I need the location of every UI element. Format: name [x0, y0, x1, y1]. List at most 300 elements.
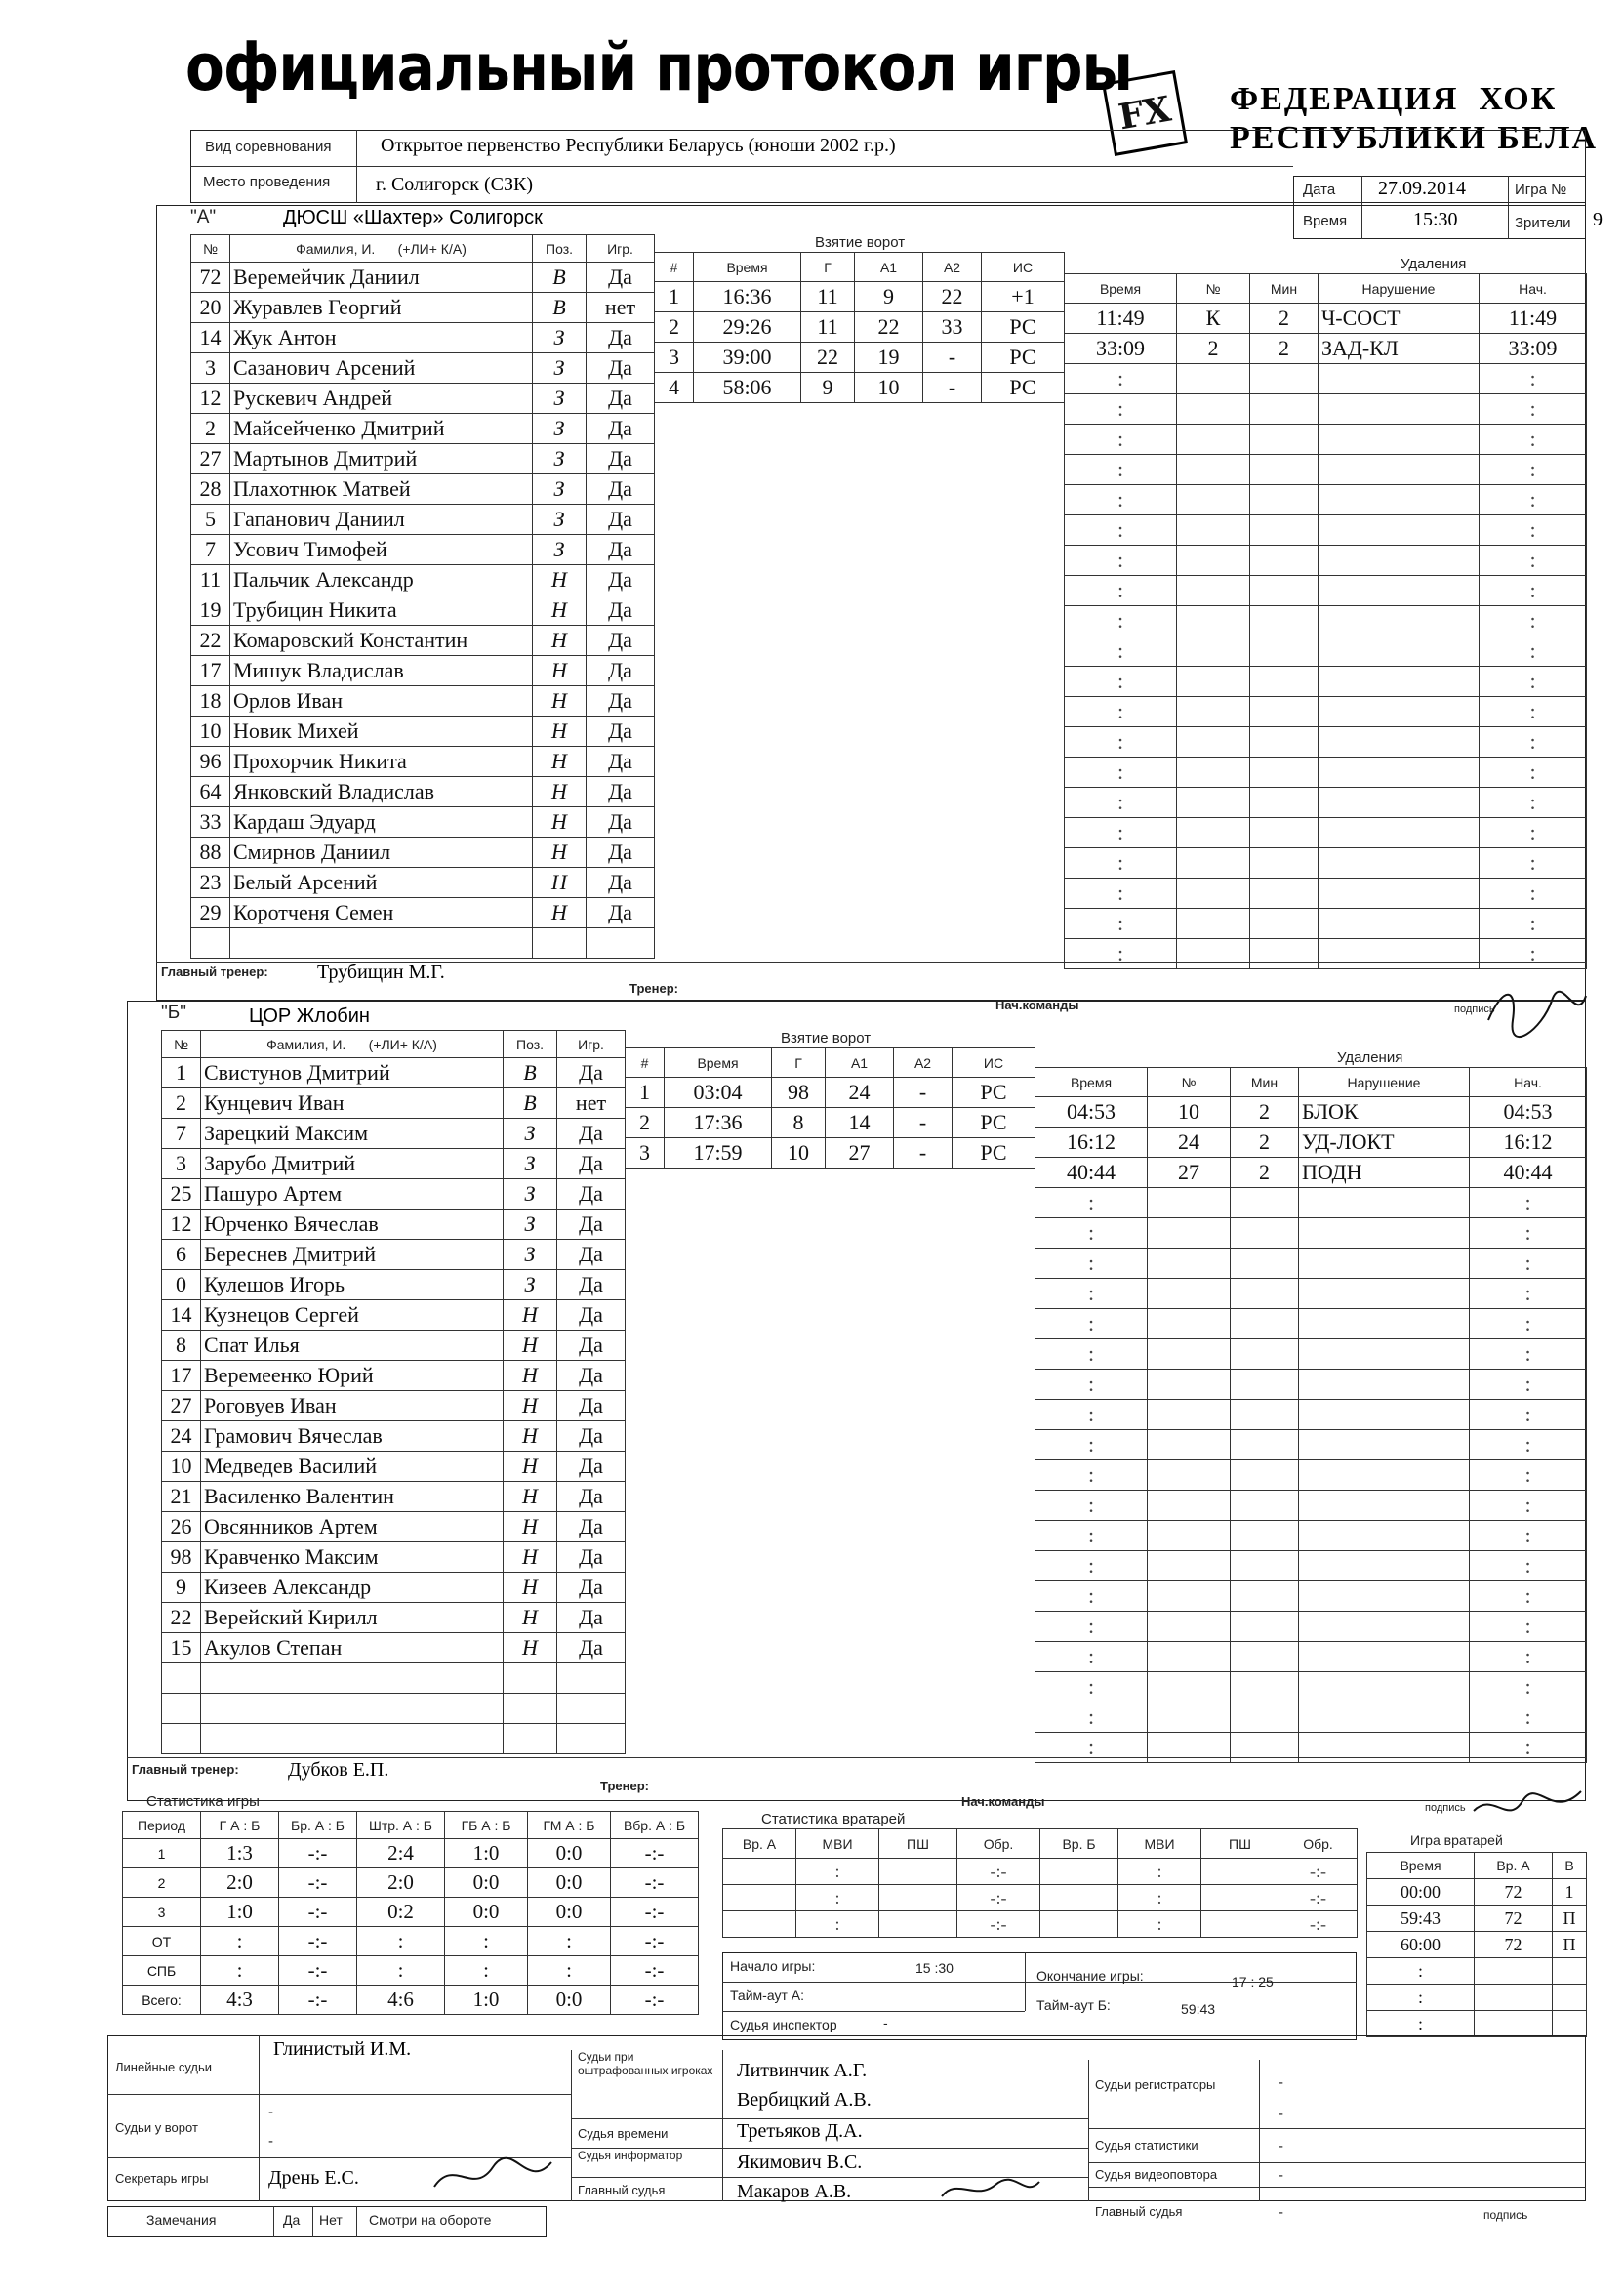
penalty-violation — [1299, 1188, 1470, 1218]
penalty-minutes — [1250, 425, 1319, 455]
player-position — [504, 1694, 557, 1724]
goalie-game-header: В — [1553, 1853, 1587, 1879]
secretary-label: Секретарь игры — [115, 2171, 209, 2186]
penalty-start: : — [1470, 1309, 1587, 1339]
roster-row — [162, 1452, 626, 1482]
player-name — [201, 1663, 504, 1694]
roster-row — [162, 1119, 626, 1149]
player-name: Акулов Степан — [201, 1633, 504, 1663]
goalie-stats-cell: : — [1118, 1911, 1201, 1938]
goal-assist-2: - — [894, 1108, 953, 1138]
penalty-minutes — [1250, 455, 1319, 485]
goalie-game-value — [1553, 1985, 1587, 2011]
penalty-minutes — [1250, 485, 1319, 515]
player-number: 6 — [162, 1240, 201, 1270]
penalty-minutes — [1231, 1491, 1299, 1521]
goalie-stats-cell — [1040, 1885, 1118, 1911]
goalie-stats-header: ПШ — [1201, 1829, 1279, 1859]
player-number: 19 — [191, 595, 230, 626]
goalie-stats-cell: : — [796, 1911, 879, 1938]
penalty-violation — [1319, 364, 1480, 394]
roster-row — [191, 535, 655, 565]
penalty-time: 40:44 — [1035, 1158, 1148, 1188]
penalty-start: : — [1480, 515, 1587, 546]
goal-time: 29:26 — [694, 312, 801, 343]
remarks-no[interactable]: Нет — [319, 2212, 343, 2228]
game-stats-value: 4:3 — [201, 1986, 279, 2015]
penalty-row — [1035, 1097, 1587, 1128]
penalty-start: 33:09 — [1480, 334, 1587, 364]
remarks-yes[interactable]: Да — [283, 2212, 301, 2228]
player-number: 14 — [162, 1300, 201, 1331]
competition-label: Вид соревнования — [205, 139, 332, 155]
game-stats-header: Период — [123, 1812, 201, 1839]
player-position: Н — [533, 626, 587, 656]
team-a-goals — [654, 252, 1065, 403]
stats-judge-label: Судья статистики — [1095, 2138, 1198, 2152]
goalie-stats-cell — [1201, 1859, 1279, 1885]
penalty-minutes — [1250, 667, 1319, 697]
player-name: Мишук Владислав — [230, 656, 533, 686]
goalie-stats-header: Обр. — [1279, 1829, 1358, 1859]
game-stats-value: 0:0 — [528, 1898, 611, 1927]
penalty-violation — [1299, 1460, 1470, 1491]
game-start-label: Начало игры: — [730, 1958, 816, 1974]
penalty-time: : — [1035, 1249, 1148, 1279]
roster-row — [191, 868, 655, 898]
roster-li-label: (+ЛИ+ К/А) — [397, 240, 467, 257]
player-position: Н — [533, 686, 587, 717]
goal-judges-label: Судьи у ворот — [115, 2120, 198, 2135]
goal-situation: РС — [982, 343, 1065, 373]
player-position: З — [504, 1210, 557, 1240]
player-position: Н — [504, 1391, 557, 1421]
player-played: Да — [587, 838, 655, 868]
player-number: 0 — [162, 1270, 201, 1300]
player-name: Майсейченко Дмитрий — [230, 414, 533, 444]
player-number: 9 — [162, 1573, 201, 1603]
goalie-game-value: 59:43 — [1367, 1906, 1475, 1932]
penalty-violation: ПОДН — [1299, 1158, 1470, 1188]
penalty-time: : — [1065, 667, 1177, 697]
game-stats-value: -:- — [279, 1986, 357, 2015]
goal-assist-2: - — [923, 373, 982, 403]
goalie-stats-cell — [723, 1885, 796, 1911]
penalty-row — [1035, 1188, 1587, 1218]
player-position — [504, 1663, 557, 1694]
penalty-row — [1065, 939, 1587, 969]
goal-a1-header: А1 — [826, 1048, 894, 1078]
goalie-stats-cell: : — [796, 1859, 879, 1885]
penalty-start: : — [1480, 818, 1587, 848]
team-b-signature — [1469, 1782, 1586, 1835]
penalty-time: : — [1065, 394, 1177, 425]
player-number: 17 — [191, 656, 230, 686]
penalty-violation — [1319, 818, 1480, 848]
game-stats-period: СПБ — [123, 1956, 201, 1986]
player-number: 27 — [162, 1391, 201, 1421]
goal-index: 1 — [655, 282, 694, 312]
player-played: Да — [557, 1270, 626, 1300]
goalie-stats-header: Обр. — [957, 1829, 1040, 1859]
penalty-minutes — [1231, 1249, 1299, 1279]
player-number: 27 — [191, 444, 230, 474]
player-name — [201, 1724, 504, 1754]
penalty-player — [1177, 394, 1250, 425]
player-position: Н — [533, 747, 587, 777]
player-played: Да — [587, 323, 655, 353]
penalty-row — [1065, 697, 1587, 727]
player-played: Да — [587, 626, 655, 656]
game-stats-header: Штр. А : Б — [357, 1812, 445, 1839]
inspector-value: - — [883, 2015, 888, 2030]
roster-row — [191, 747, 655, 777]
roster-num-header: № — [162, 1031, 201, 1058]
penalty-player: 27 — [1148, 1158, 1231, 1188]
player-name: Кравченко Максим — [201, 1542, 504, 1573]
pen-num-header: № — [1148, 1068, 1231, 1097]
game-stats-period: ОТ — [123, 1927, 201, 1956]
player-number: 1 — [162, 1058, 201, 1088]
penalty-violation: Ч-СОСТ — [1319, 304, 1480, 334]
penalty-violation — [1299, 1642, 1470, 1672]
penalty-start: : — [1470, 1279, 1587, 1309]
player-number: 28 — [191, 474, 230, 505]
player-name: Сазанович Арсений — [230, 353, 533, 384]
penalty-row — [1065, 394, 1587, 425]
player-played: Да — [557, 1210, 626, 1240]
penalty-minutes — [1231, 1702, 1299, 1733]
player-number: 7 — [162, 1119, 201, 1149]
penalty-time: : — [1035, 1642, 1148, 1672]
roster-row — [191, 444, 655, 474]
player-number: 18 — [191, 686, 230, 717]
game-stats-value: -:- — [279, 1898, 357, 1927]
penalty-violation — [1299, 1400, 1470, 1430]
goalie-stats-table — [722, 1828, 1358, 1938]
penalty-violation — [1319, 606, 1480, 636]
player-played: Да — [557, 1300, 626, 1331]
chief-signature-label: подпись — [1483, 2208, 1528, 2222]
penalty-row — [1035, 1339, 1587, 1370]
game-stats-value: 0:0 — [528, 1868, 611, 1898]
penalty-time: : — [1065, 455, 1177, 485]
player-played: нет — [557, 1088, 626, 1119]
game-stats-value: 4:6 — [357, 1986, 445, 2015]
team-b-signature-label: подпись — [1425, 1802, 1466, 1814]
penalty-minutes — [1231, 1581, 1299, 1612]
game-stats-value: -:- — [611, 1868, 699, 1898]
goal-idx-header: # — [655, 253, 694, 282]
penalty-violation — [1319, 788, 1480, 818]
penalty-row — [1065, 818, 1587, 848]
player-number: 10 — [162, 1452, 201, 1482]
goalie-game-header: Время — [1367, 1853, 1475, 1879]
penalty-player: К — [1177, 304, 1250, 334]
player-position — [533, 928, 587, 959]
player-name — [201, 1694, 504, 1724]
penalty-player — [1148, 1702, 1231, 1733]
goal-assist-2: - — [894, 1078, 953, 1108]
player-name: Орлов Иван — [230, 686, 533, 717]
roster-name-label: Фамилия, И. — [266, 1036, 346, 1052]
penalty-player — [1148, 1249, 1231, 1279]
game-stats-value: -:- — [279, 1927, 357, 1956]
player-name: Трубицин Никита — [230, 595, 533, 626]
game-stats-value: : — [201, 1956, 279, 1986]
penalty-time: 11:49 — [1065, 304, 1177, 334]
pen-min-header: Мин — [1250, 274, 1319, 304]
goalie-game-value: 72 — [1475, 1932, 1553, 1958]
penalty-violation — [1299, 1430, 1470, 1460]
roster-row — [162, 1088, 626, 1119]
player-name: Кузнецов Сергей — [201, 1300, 504, 1331]
player-name: Кулешов Игорь — [201, 1270, 504, 1300]
penalty-row — [1065, 909, 1587, 939]
penalty-start: : — [1470, 1612, 1587, 1642]
roster-row — [191, 595, 655, 626]
penalty-violation — [1299, 1279, 1470, 1309]
penalty-row — [1065, 576, 1587, 606]
penalty-start: : — [1470, 1188, 1587, 1218]
goalie-stats-cell: : — [796, 1885, 879, 1911]
roster-pos-header: Поз. — [504, 1031, 557, 1058]
penalty-start: : — [1480, 879, 1587, 909]
roster-row — [162, 1694, 626, 1724]
game-stats-value: : — [528, 1927, 611, 1956]
penalty-time: : — [1035, 1370, 1148, 1400]
roster-row — [191, 263, 655, 293]
player-number — [162, 1663, 201, 1694]
penalty-violation — [1319, 576, 1480, 606]
player-position: З — [504, 1119, 557, 1149]
goal-judge-1: - — [268, 2104, 273, 2120]
roster-row — [162, 1300, 626, 1331]
penalty-start: : — [1470, 1551, 1587, 1581]
penalty-player — [1148, 1218, 1231, 1249]
penalty-time: : — [1065, 546, 1177, 576]
goalie-game-value: : — [1367, 1985, 1475, 2011]
player-played: Да — [557, 1179, 626, 1210]
timekeeper-label: Судья времени — [578, 2126, 669, 2141]
player-name: Коротченя Семен — [230, 898, 533, 928]
roster-row — [162, 1633, 626, 1663]
penalty-row — [1065, 636, 1587, 667]
penalty-row — [1035, 1249, 1587, 1279]
goal-scorer: 11 — [801, 312, 855, 343]
penalty-player — [1177, 697, 1250, 727]
player-position: Н — [533, 807, 587, 838]
penalty-start: : — [1480, 667, 1587, 697]
player-number: 12 — [191, 384, 230, 414]
goalie-stats-cell: : — [1118, 1885, 1201, 1911]
penalty-minutes: 2 — [1250, 334, 1319, 364]
penalty-violation — [1319, 667, 1480, 697]
penalty-violation — [1299, 1551, 1470, 1581]
player-position: Н — [504, 1542, 557, 1573]
goal-time: 58:06 — [694, 373, 801, 403]
penalty-time: : — [1065, 364, 1177, 394]
game-stats-value: 0:0 — [445, 1898, 528, 1927]
goalie-stats-row — [723, 1859, 1358, 1885]
penalty-player — [1177, 455, 1250, 485]
roster-row — [162, 1603, 626, 1633]
player-position: Н — [504, 1331, 557, 1361]
player-number: 2 — [191, 414, 230, 444]
referee-label: Главный судья — [578, 2183, 666, 2197]
penalty-start: : — [1470, 1672, 1587, 1702]
game-stats-row — [123, 1956, 699, 1986]
penalty-minutes — [1231, 1551, 1299, 1581]
game-stats-value: 0:0 — [528, 1839, 611, 1868]
penalty-minutes — [1231, 1309, 1299, 1339]
game-stats-table — [122, 1811, 699, 2015]
player-name: Василенко Валентин — [201, 1482, 504, 1512]
player-number: 8 — [162, 1331, 201, 1361]
penalty-minutes — [1250, 606, 1319, 636]
goal-assist-2: 33 — [923, 312, 982, 343]
game-stats-value: 0:2 — [357, 1898, 445, 1927]
penalty-violation — [1319, 727, 1480, 758]
player-number: 15 — [162, 1633, 201, 1663]
timeout-a-label: Тайм-аут А: — [730, 1988, 804, 2003]
player-name: Усович Тимофей — [230, 535, 533, 565]
roster-row — [162, 1058, 626, 1088]
inspector-label: Судья инспектор — [730, 2017, 837, 2032]
player-position: Н — [533, 595, 587, 626]
player-played: Да — [587, 474, 655, 505]
player-position: В — [533, 293, 587, 323]
player-number: 2 — [162, 1088, 201, 1119]
team-b-head-coach-label: Главный тренер: — [132, 1762, 239, 1777]
penalty-player — [1148, 1279, 1231, 1309]
penalty-start: : — [1470, 1370, 1587, 1400]
penalty-time: : — [1035, 1430, 1148, 1460]
goal-a1-header: А1 — [855, 253, 923, 282]
player-played: Да — [557, 1633, 626, 1663]
goal-assist-1: 14 — [826, 1108, 894, 1138]
game-stats-value: : — [445, 1927, 528, 1956]
game-stats-value: 2:0 — [357, 1868, 445, 1898]
penalty-time: : — [1035, 1702, 1148, 1733]
player-played: Да — [587, 777, 655, 807]
penalty-violation — [1319, 394, 1480, 425]
penalty-row — [1035, 1218, 1587, 1249]
team-b-roster — [161, 1030, 626, 1754]
roster-li-label: (+ЛИ+ К/А) — [368, 1036, 437, 1052]
penalty-minutes — [1231, 1430, 1299, 1460]
goal-assist-1: 9 — [855, 282, 923, 312]
player-name: Грамович Вячеслав — [201, 1421, 504, 1452]
goal-judge-2: - — [268, 2133, 273, 2150]
penalty-violation — [1299, 1491, 1470, 1521]
roster-name-header — [201, 1031, 504, 1058]
player-position: Н — [504, 1603, 557, 1633]
game-stats-header: Вбр. А : Б — [611, 1812, 699, 1839]
goalie-stats-cell — [879, 1859, 957, 1885]
player-number: 22 — [191, 626, 230, 656]
penalty-time: : — [1065, 425, 1177, 455]
penalty-time: : — [1035, 1491, 1148, 1521]
team-a-head-coach-label: Главный тренер: — [161, 964, 268, 979]
team-b-manager-label: Нач.команды — [961, 1794, 1045, 1809]
penalty-start: : — [1480, 364, 1587, 394]
game-stats-value: 0:0 — [528, 1986, 611, 2015]
goal-time: 16:36 — [694, 282, 801, 312]
team-a-coach-label: Тренер: — [629, 981, 678, 996]
goalie-game-row — [1367, 2011, 1587, 2037]
pen-num-header: № — [1177, 274, 1250, 304]
goalie-game-title: Игра вратарей — [1410, 1832, 1503, 1848]
goalie-game-value — [1475, 2011, 1553, 2037]
penalty-player — [1177, 364, 1250, 394]
goal-is-header: ИС — [953, 1048, 1035, 1078]
roster-played-header: Игр. — [587, 235, 655, 263]
penalty-time: : — [1035, 1581, 1148, 1612]
video-judge-label: Судья видеоповтора — [1095, 2167, 1218, 2182]
player-name: Мартынов Дмитрий — [230, 444, 533, 474]
game-number-label: Игра № — [1515, 182, 1567, 198]
game-stats-value: 2:4 — [357, 1839, 445, 1868]
goal-g-header: Г — [801, 253, 855, 282]
time-value: 15:30 — [1413, 209, 1458, 230]
penalty-row — [1065, 788, 1587, 818]
player-position: З — [533, 414, 587, 444]
penalty-player — [1148, 1521, 1231, 1551]
goalie-game-header: Вр. А — [1475, 1853, 1553, 1879]
penalty-minutes: 2 — [1231, 1128, 1299, 1158]
player-number: 12 — [162, 1210, 201, 1240]
goalie-game-row — [1367, 1985, 1587, 2011]
player-number: 33 — [191, 807, 230, 838]
linesmen-value: Глинистый И.М. — [273, 2038, 412, 2060]
player-played: Да — [587, 868, 655, 898]
penalty-violation — [1319, 455, 1480, 485]
penalty-time: : — [1035, 1218, 1148, 1249]
goal-a2-header: А2 — [923, 253, 982, 282]
penalty-minutes — [1250, 758, 1319, 788]
roster-row — [162, 1482, 626, 1512]
roster-row — [191, 353, 655, 384]
penalty-time: : — [1035, 1400, 1148, 1430]
player-name: Смирнов Даниил — [230, 838, 533, 868]
player-number — [191, 928, 230, 959]
penalty-minutes — [1231, 1521, 1299, 1551]
penalty-row — [1065, 667, 1587, 697]
goal-assist-1: 27 — [826, 1138, 894, 1168]
penalty-start: : — [1480, 425, 1587, 455]
goalie-stats-row — [723, 1911, 1358, 1938]
penalty-player: 10 — [1148, 1097, 1231, 1128]
goal-index: 3 — [626, 1138, 665, 1168]
goal-index: 1 — [626, 1078, 665, 1108]
player-position: Н — [533, 777, 587, 807]
goalie-game-value — [1475, 1958, 1553, 1985]
penalty-player — [1148, 1188, 1231, 1218]
player-number: 7 — [191, 535, 230, 565]
linesmen-label: Линейные судьи — [115, 2060, 213, 2074]
penalty-player — [1148, 1612, 1231, 1642]
roster-row — [162, 1724, 626, 1754]
game-stats-title: Статистика игры — [146, 1793, 260, 1810]
penalty-time: : — [1065, 697, 1177, 727]
player-name: Береснев Дмитрий — [201, 1240, 504, 1270]
penalty-judge-1: Литвинчик А.Г. — [737, 2060, 868, 2081]
penalty-row — [1035, 1642, 1587, 1672]
roster-row — [162, 1663, 626, 1694]
penalty-violation — [1299, 1702, 1470, 1733]
player-played: Да — [557, 1452, 626, 1482]
